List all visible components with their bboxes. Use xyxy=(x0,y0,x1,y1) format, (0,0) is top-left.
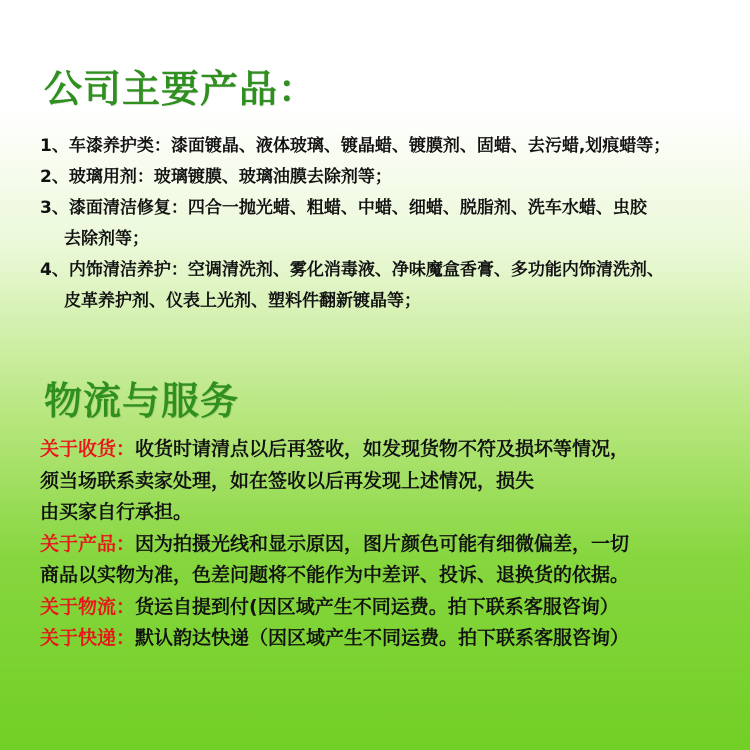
product-item-paint-repair xyxy=(40,193,740,255)
product-note-row-2: 商品以实物为准，色差问题将不能作为中差评、投诉、退换货的依据。 xyxy=(40,564,630,586)
receipt-row xyxy=(40,434,740,466)
products-heading: 公司主要产品： xyxy=(44,67,318,111)
product-item-glass xyxy=(40,162,740,193)
express-row xyxy=(40,623,740,655)
product-item-text: 2、玻璃用剂：玻璃镀膜、玻璃油膜去除剂等； xyxy=(40,167,392,187)
logistics-label: 关于物流： xyxy=(40,595,136,618)
express-label: 关于快递： xyxy=(40,627,136,649)
logistics-heading: 物流与服务 xyxy=(44,379,240,423)
products-list xyxy=(40,131,740,317)
receipt-row-2: 须当场联系卖家处理，如在签收以后再发现上述情况，损失 xyxy=(40,469,535,492)
product-item-text-continued: 皮革养护剂、仪表上光剂、塑料件翻新镀晶等； xyxy=(64,291,421,311)
receipt-label: 关于收货： xyxy=(40,438,136,460)
logistics-text: 货运自提到付(因区域产生不同运费。拍下联系客服咨询） xyxy=(135,595,619,618)
receipt-row-3: 由买家自行承担。 xyxy=(40,501,193,523)
express-text: 默认韵达快递（因区域产生不同运费。拍下联系客服咨询） xyxy=(135,627,630,649)
receipt-text: 收货时请清点以后再签收，如发现货物不符及损坏等情况， xyxy=(135,438,630,460)
product-item-car-paint xyxy=(40,131,740,162)
product-item-text: 4、内饰清洁养护：空调清洗剂、雾化消毒液、净味魔盒香膏、多功能内饰清洗剂、 xyxy=(40,260,664,280)
product-note-label: 关于产品： xyxy=(40,532,136,555)
product-note-row xyxy=(40,529,740,561)
product-note-text: 因为拍摄光线和显示原因，图片颜色可能有细微偏差，一切 xyxy=(135,532,630,555)
product-item-text-continued: 去除剂等； xyxy=(64,229,149,249)
product-item-interior xyxy=(40,255,740,317)
services-section xyxy=(40,434,740,655)
logistics-row xyxy=(40,592,740,624)
product-item-text: 1、车漆养护类：漆面镀晶、液体玻璃、镀晶蜡、镀膜剂、固蜡、去污蜡,划痕蜡等； xyxy=(40,136,671,156)
product-item-text: 3、漆面清洁修复：四合一抛光蜡、粗蜡、中蜡、细蜡、脱脂剂、洗车水蜡、虫胶 xyxy=(40,198,647,218)
